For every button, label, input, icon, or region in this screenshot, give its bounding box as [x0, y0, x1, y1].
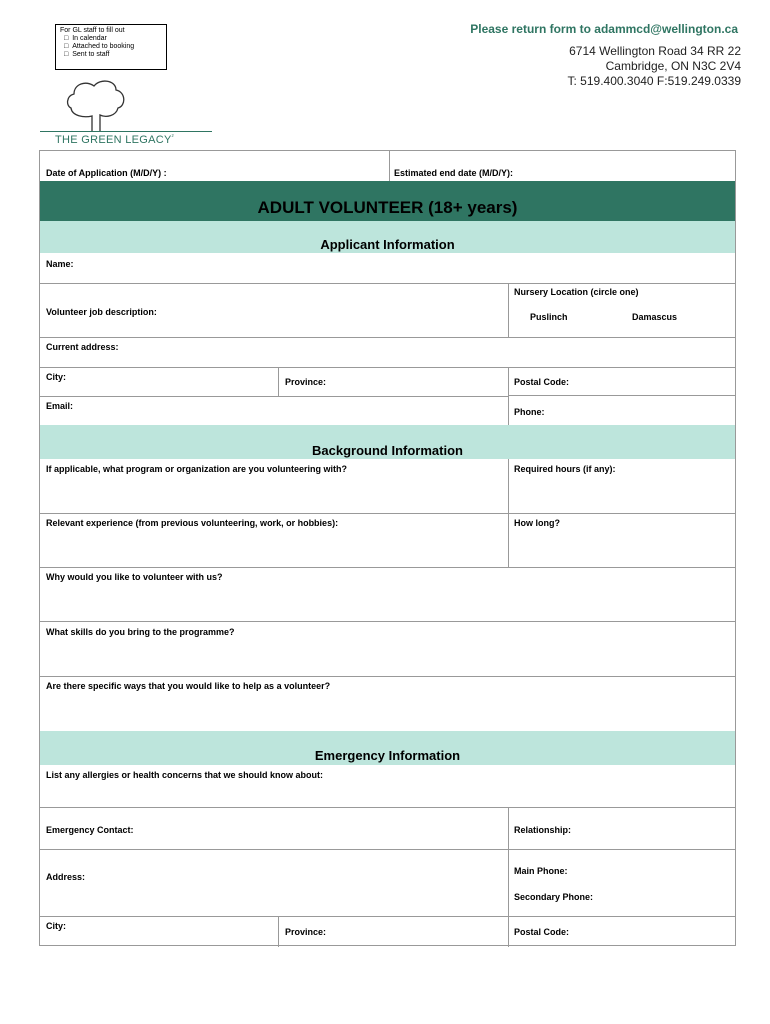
relationship-field[interactable]: Relationship: — [514, 825, 572, 835]
address-line-2: Cambridge, ON N3C 2V4 — [605, 59, 741, 73]
nursery-location-label: Nursery Location (circle one) — [514, 287, 639, 297]
volunteer-form — [39, 150, 736, 946]
tree-logo-icon — [62, 78, 132, 134]
staff-checklist-item[interactable]: □ Sent to staff — [64, 51, 110, 58]
city-field[interactable]: City: — [46, 372, 66, 382]
background-section-title: Background Information — [312, 443, 463, 458]
form-title: ADULT VOLUNTEER (18+ years) — [257, 198, 518, 217]
secondary-phone-field[interactable]: Secondary Phone: — [514, 892, 594, 902]
emergency-address-field[interactable]: Address: — [46, 872, 86, 882]
skills-field[interactable]: What skills do you bring to the programme? — [46, 627, 235, 637]
end-date-field[interactable]: Estimated end date (M/D/Y): — [394, 168, 514, 178]
nursery-option-puslinch[interactable]: Puslinch — [530, 312, 568, 322]
checkbox-icon[interactable]: □ — [64, 51, 69, 58]
applicant-section-title: Applicant Information — [320, 237, 455, 252]
name-field[interactable]: Name: — [46, 259, 74, 269]
how-long-field[interactable]: How long? — [514, 518, 560, 528]
required-hours-field[interactable]: Required hours (if any): — [514, 464, 616, 474]
staff-checklist-box — [55, 24, 167, 70]
phone-fax: T: 519.400.3040 F:519.249.0339 — [567, 74, 741, 88]
date-application-field[interactable]: Date of Application (M/D/Y) : — [46, 168, 167, 178]
postal-code-field[interactable]: Postal Code: — [514, 377, 570, 387]
emergency-province-field[interactable]: Province: — [285, 927, 327, 937]
main-phone-field[interactable]: Main Phone: — [514, 866, 568, 876]
logo-underline — [40, 131, 212, 132]
staff-checklist-item[interactable]: □ Attached to booking — [64, 43, 135, 50]
staff-checklist-item[interactable]: □ In calendar — [64, 35, 107, 42]
checkbox-icon[interactable]: □ — [64, 43, 69, 50]
logo-text: THE GREEN $LEGACY^{^2}$ — [55, 134, 174, 146]
help-ways-field[interactable]: Are there specific ways that you would like to help as a volunteer? — [46, 681, 331, 691]
emergency-postal-code-field[interactable]: Postal Code: — [514, 927, 570, 937]
program-field[interactable]: If applicable, what program or organization are you volunteering with? — [46, 464, 348, 474]
job-description-field[interactable]: Volunteer job description: — [46, 307, 157, 317]
why-volunteer-field[interactable]: Why would you like to volunteer with us? — [46, 572, 223, 582]
current-address-field[interactable]: Current address: — [46, 342, 119, 352]
province-field[interactable]: Province: — [285, 377, 327, 387]
nursery-option-damascus[interactable]: Damascus — [632, 312, 678, 322]
phone-field[interactable]: Phone: — [514, 407, 545, 417]
allergies-field[interactable]: List any allergies or health concerns that we should know about: — [46, 770, 324, 780]
staff-checklist-title: For GL staff to fill out — [60, 27, 125, 34]
emergency-section-title: Emergency Information — [314, 748, 461, 763]
emergency-contact-field[interactable]: Emergency Contact: — [46, 825, 134, 835]
checkbox-icon[interactable]: □ — [64, 35, 69, 42]
return-instruction: Please return form to adammcd@wellington.ca — [470, 22, 738, 36]
experience-field[interactable]: Relevant experience (from previous volunteering, work, or hobbies): — [46, 518, 339, 528]
email-field[interactable]: Email: — [46, 401, 74, 411]
address-line-1: 6714 Wellington Road 34 RR 22 — [569, 44, 741, 58]
emergency-city-field[interactable]: City: — [46, 921, 66, 931]
